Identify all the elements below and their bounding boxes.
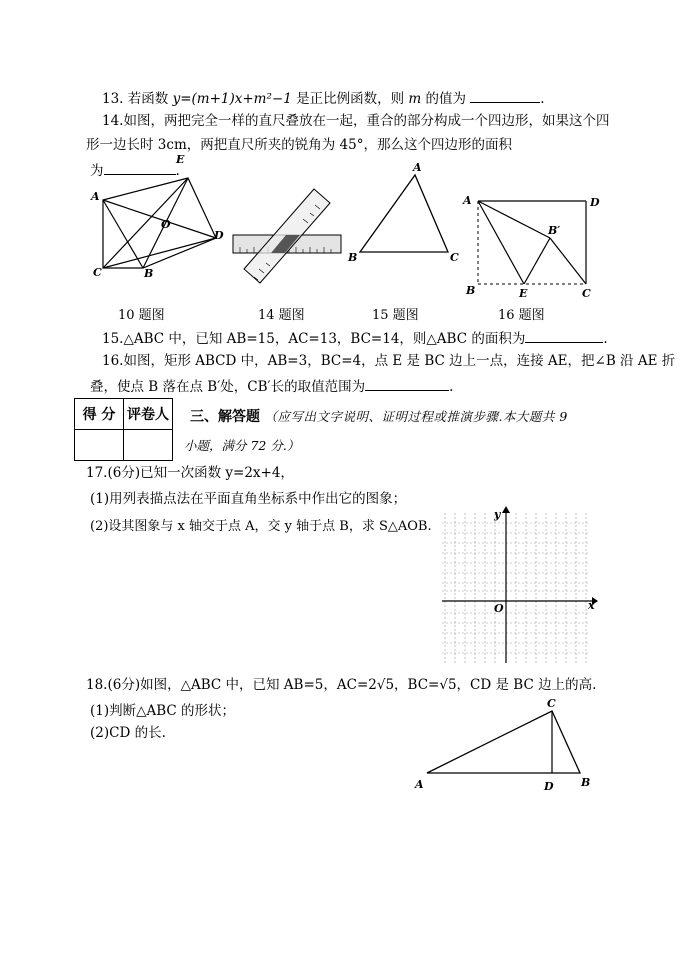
figure-10 bbox=[88, 150, 228, 280]
q18-line1: 18.(6分)如图，△ABC 中，已知 AB=5，AC=2√5，BC=√5，CD 是 BC 边上的高. bbox=[86, 677, 597, 693]
section-title: 三、解答题 bbox=[190, 409, 260, 425]
q17-sub2: (2)设其图象与 x 轴交于点 A，交 y 轴于点 B，求 S△AOB. bbox=[90, 519, 432, 534]
q13-answer-blank[interactable] bbox=[470, 88, 540, 103]
grader-header: 评卷人 bbox=[124, 399, 173, 430]
figure-15 bbox=[345, 160, 460, 270]
fig16-label-B: B bbox=[466, 284, 476, 297]
q14-line2: 形一边长时 3cm，两把直尺所夹的锐角为 45°，那么这个四边形的面积 bbox=[86, 137, 512, 153]
q17-line1: 17.(6分)已知一次函数 y=2x+4， bbox=[86, 465, 294, 481]
section-note-2: 小题，满分 72 分.） bbox=[184, 438, 300, 453]
q15-answer-blank[interactable] bbox=[525, 328, 603, 343]
score-cell[interactable] bbox=[75, 430, 124, 461]
q13-number: 13. bbox=[102, 91, 124, 107]
q15-end: . bbox=[603, 331, 608, 347]
q13-text-a: 若函数 bbox=[127, 91, 169, 107]
q16-answer-blank[interactable] bbox=[365, 376, 449, 391]
fig10-outline bbox=[103, 178, 216, 268]
figure-18 bbox=[412, 695, 602, 800]
q13-m: m bbox=[408, 91, 422, 107]
q16-line2 bbox=[90, 376, 453, 396]
grader-cell[interactable] bbox=[124, 430, 173, 461]
caption-figure-16: 16 题图 bbox=[498, 308, 545, 323]
y-axis-label: y bbox=[494, 508, 501, 521]
q14-line1: 14.如图，两把完全一样的直尺叠放在一起，重合的部分构成一个四边形，如果这个四 bbox=[102, 113, 610, 129]
score-header: 得 分 bbox=[75, 399, 124, 430]
caption-figure-14: 14 题图 bbox=[258, 308, 305, 323]
caption-figure-10: 10 题图 bbox=[118, 308, 165, 323]
q13-text-b: 是正比例函数，则 bbox=[296, 91, 405, 107]
section-heading bbox=[190, 406, 568, 426]
fig15-label-B: B bbox=[348, 251, 358, 264]
q16-end: . bbox=[449, 379, 454, 395]
figure-16 bbox=[458, 188, 608, 303]
fig10-label-A: A bbox=[91, 190, 100, 203]
fig16-label-Bprime: B′ bbox=[548, 224, 561, 237]
question-15 bbox=[102, 328, 608, 348]
fig10-label-D: D bbox=[214, 229, 224, 242]
fig15-triangle bbox=[360, 175, 448, 252]
fig18-triangle bbox=[427, 711, 580, 773]
q13-function: y=(m+1)x+m²−1 bbox=[172, 91, 292, 107]
coordinate-grid bbox=[440, 505, 600, 665]
score-table bbox=[74, 398, 173, 461]
fig18-label-B: B bbox=[581, 776, 591, 789]
q14-line3-text: 为 bbox=[90, 163, 104, 179]
fig15-label-A: A bbox=[413, 161, 422, 174]
q17-sub1: (1)用列表描点法在平面直角坐标系中作出它的图象； bbox=[90, 491, 407, 507]
fig10-label-B: B bbox=[144, 267, 154, 280]
figure-14 bbox=[230, 185, 345, 295]
fig16-label-D: D bbox=[590, 196, 600, 209]
q13-end: . bbox=[540, 91, 545, 107]
question-13 bbox=[102, 88, 545, 108]
q18-sub1: (1)判断△ABC 的形状； bbox=[90, 703, 236, 719]
fig16-label-C: C bbox=[582, 287, 591, 300]
section-note-1: （应写出文字说明、证明过程或推演步骤.本大题共 9 bbox=[264, 409, 568, 424]
fig10-label-C: C bbox=[93, 266, 102, 279]
q16-line2-text: 叠，使点 B 落在点 B′处，CB′长的取值范围为 bbox=[90, 379, 366, 395]
y-axis-arrow bbox=[502, 506, 510, 513]
q14-end: . bbox=[175, 163, 180, 179]
fig18-label-C: C bbox=[547, 697, 556, 710]
origin-label: O bbox=[494, 602, 504, 615]
x-axis-label: x bbox=[588, 599, 595, 612]
caption-figure-15: 15 题图 bbox=[372, 308, 419, 323]
fig16-label-A: A bbox=[463, 194, 472, 207]
fig10-label-E: E bbox=[176, 153, 185, 166]
q13-text-c: 的值为 bbox=[425, 91, 466, 107]
q18-sub2: (2)CD 的长. bbox=[90, 725, 166, 741]
fig16-label-E: E bbox=[519, 287, 528, 300]
fig15-label-C: C bbox=[450, 251, 459, 264]
q16-line1: 16.如图，矩形 ABCD 中，AB=3，BC=4，点 E 是 BC 边上一点，连接 AE，把∠B 沿 AE 折 bbox=[102, 353, 676, 369]
fig18-label-D: D bbox=[544, 780, 554, 793]
fig18-label-A: A bbox=[415, 778, 424, 791]
q15-text: 15.△ABC 中，已知 AB=15，AC=13，BC=14，则△ABC 的面积为 bbox=[102, 331, 526, 347]
fig10-label-O: O bbox=[161, 218, 171, 231]
